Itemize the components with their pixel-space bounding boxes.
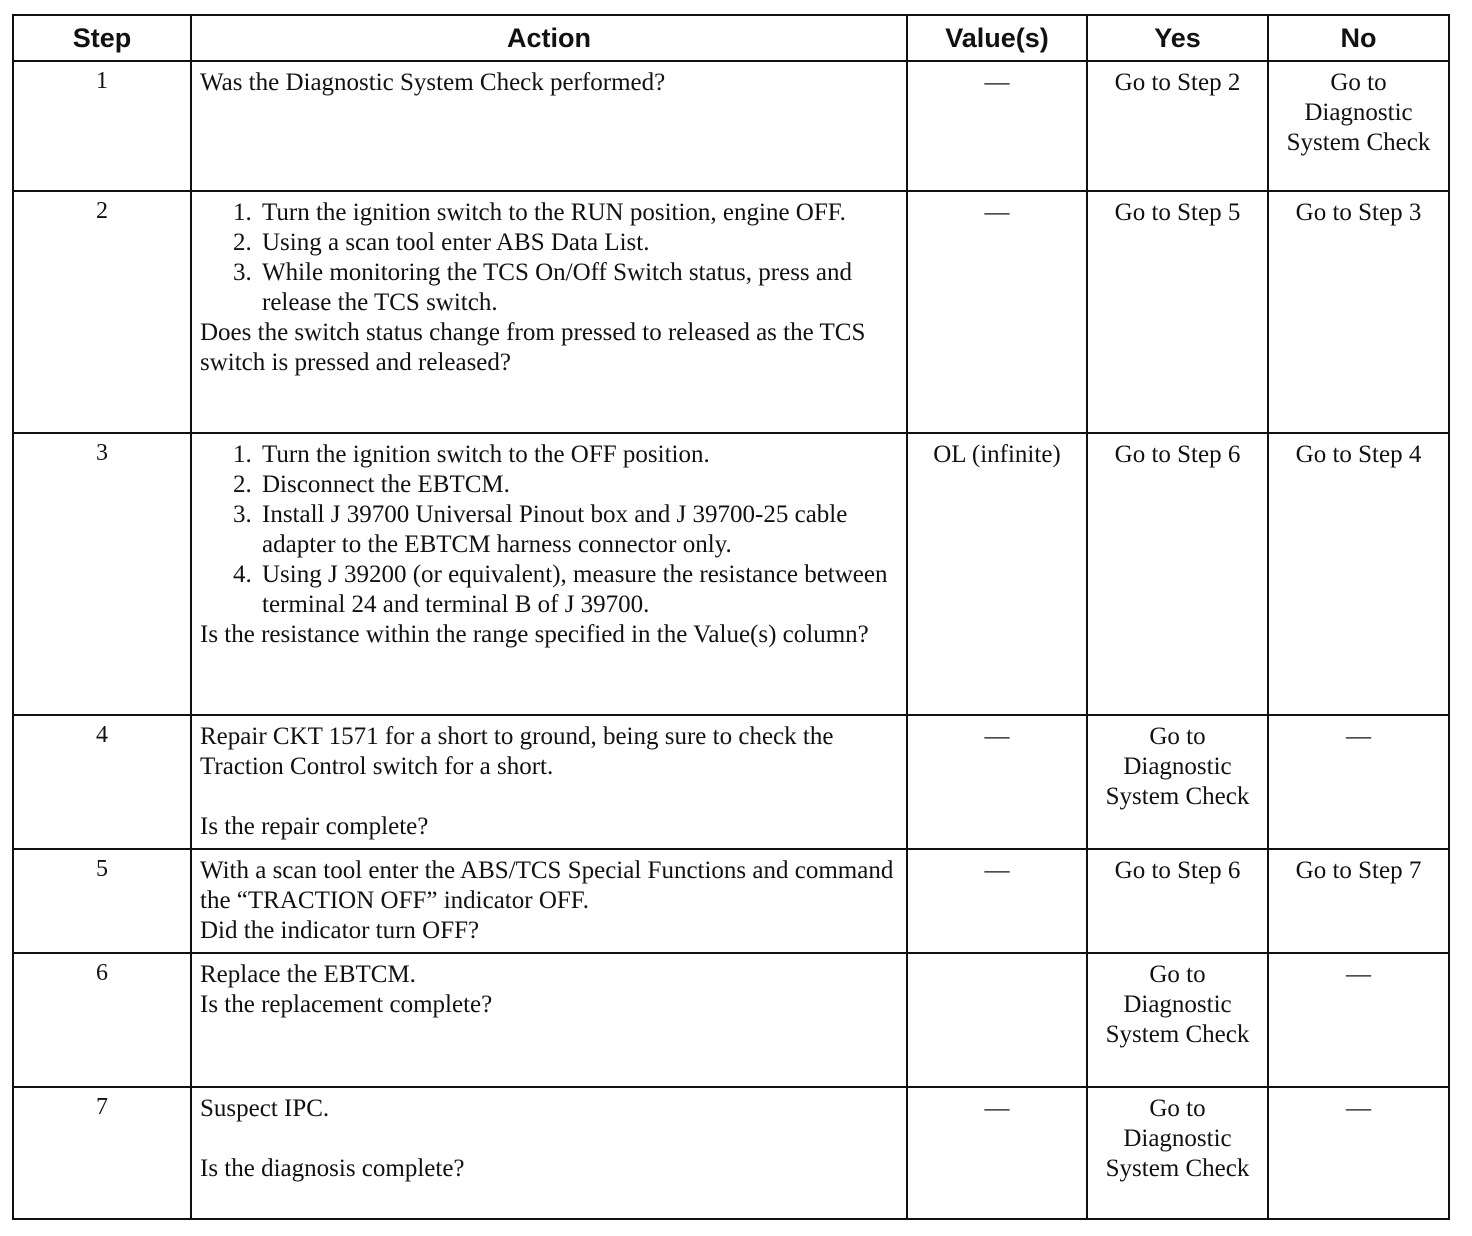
table-row [13,433,1449,715]
value-cell: — [907,1087,1087,1219]
diagnostic-table-page [12,14,1448,1220]
action-cell [191,953,907,1087]
action-cell [191,1087,907,1219]
action-cell [191,433,907,715]
value-cell: — [907,191,1087,433]
value-cell: — [907,849,1087,953]
substep: 3. While monitoring the TCS On/Off Switch status, press and release the TCS switch. [258,258,896,318]
yes-cell: Go to Step 6 [1087,433,1268,715]
substep-list [200,440,896,620]
step-number: 7 [13,1087,191,1219]
header-step: Step [13,15,191,61]
action-text: Suspect IPC. [200,1095,330,1122]
step-number: 2 [13,191,191,433]
action-text: Repair CKT 1571 for a short to ground, being sure to check the Traction Control switch for a short. [200,723,834,780]
step-number: 1 [13,61,191,191]
table-row [13,191,1449,433]
yes-cell: Go to Step 2 [1087,61,1268,191]
action-cell [191,61,907,191]
action-text: Was the Diagnostic System Check performed? [200,69,666,96]
header-action: Action [191,15,907,61]
action-text: With a scan tool enter the ABS/TCS Special Functions and command the “TRACTION OFF” indicator OFF. [200,857,894,914]
no-cell: — [1268,953,1449,1087]
action-question: Is the repair complete? [200,813,429,840]
header-values: Value(s) [907,15,1087,61]
substep: 2. Disconnect the EBTCM. [258,470,896,500]
action-text: Replace the EBTCM. [200,961,416,988]
action-question: Is the replacement complete? [200,991,493,1018]
substep-list [200,198,896,318]
action-cell [191,191,907,433]
substep: 4. Using J 39200 (or equivalent), measure the resistance between terminal 24 and terminal B of J 39700. [258,560,896,620]
table-row [13,715,1449,849]
no-cell: Go to Step 3 [1268,191,1449,433]
table-row [13,1087,1449,1219]
header-row [13,15,1449,61]
action-cell [191,715,907,849]
yes-cell: Go to Step 6 [1087,849,1268,953]
header-yes: Yes [1087,15,1268,61]
no-cell: — [1268,715,1449,849]
spacer [200,1124,896,1154]
no-cell: — [1268,1087,1449,1219]
substep: 3. Install J 39700 Universal Pinout box and J 39700-25 cable adapter to the EBTCM harness connector only. [258,500,896,560]
no-cell: Go to Step 4 [1268,433,1449,715]
table-row [13,849,1449,953]
no-cell: Go to Step 7 [1268,849,1449,953]
header-no: No [1268,15,1449,61]
value-cell: OL (infinite) [907,433,1087,715]
table-row [13,953,1449,1087]
spacer [200,782,896,812]
action-question: Does the switch status change from pressed to released as the TCS switch is pressed and released? [200,319,866,376]
step-number: 4 [13,715,191,849]
action-question: Did the indicator turn OFF? [200,917,480,944]
substep: 1. Turn the ignition switch to the OFF position. [258,440,896,470]
yes-cell: Go to Diagnostic System Check [1087,715,1268,849]
action-cell [191,849,907,953]
step-number: 6 [13,953,191,1087]
step-number: 5 [13,849,191,953]
value-cell: — [907,715,1087,849]
value-cell: — [907,61,1087,191]
yes-cell: Go to Diagnostic System Check [1087,953,1268,1087]
substep: 1. Turn the ignition switch to the RUN position, engine OFF. [258,198,896,228]
step-number: 3 [13,433,191,715]
value-cell [907,953,1087,1087]
yes-cell: Go to Diagnostic System Check [1087,1087,1268,1219]
yes-cell: Go to Step 5 [1087,191,1268,433]
action-question: Is the diagnosis complete? [200,1155,465,1182]
table-row [13,61,1449,191]
diagnostic-table [12,14,1450,1220]
no-cell: Go to Diagnostic System Check [1268,61,1449,191]
substep: 2. Using a scan tool enter ABS Data List. [258,228,896,258]
action-question: Is the resistance within the range specified in the Value(s) column? [200,621,869,648]
